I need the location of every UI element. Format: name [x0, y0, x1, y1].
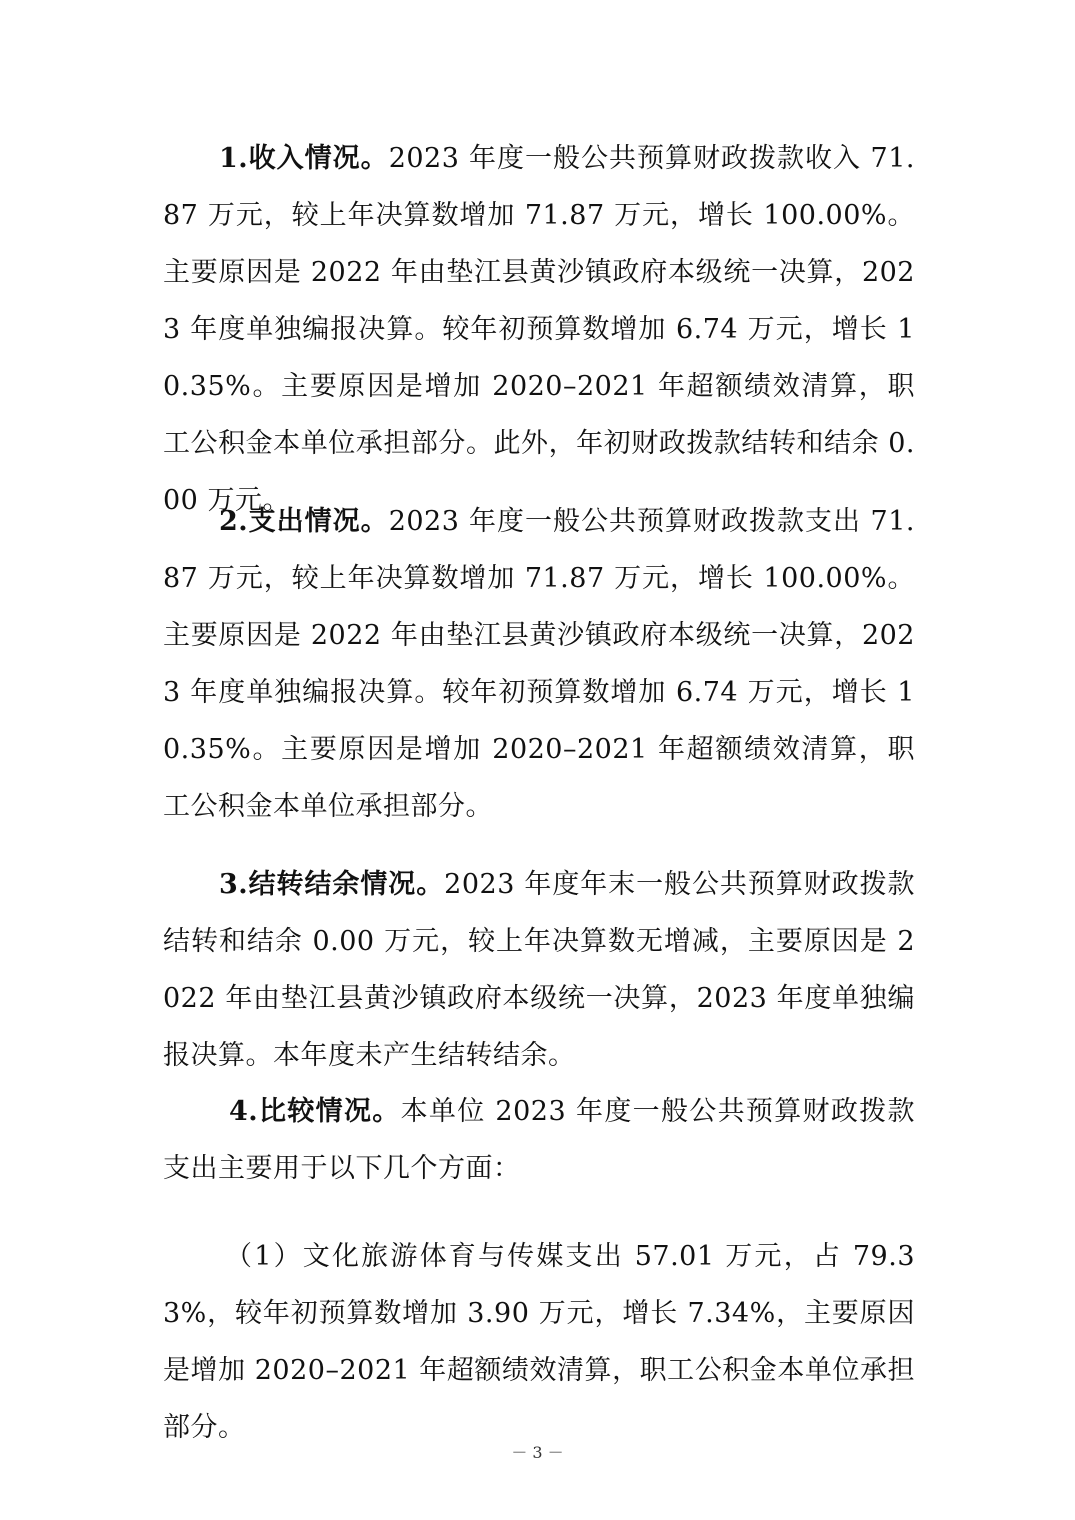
paragraph-comparison-text: 本单位 2023 年度一般公共预算财政拨款支出主要用于以下几个方面： — [163, 1096, 915, 1184]
paragraph-income-text: 2023 年度一般公共预算财政拨款收入 71.87 万元，较上年决算数增加 71.87 万元，增长 100.00%。主要原因是 2022 年由垫江县黄沙镇政府本级统一决算，2023 年度单独编报决算。较年初预算数增加 6.74 万元，增长 10.35%。主要原因是增加 2020–2021 年超额绩效清算，职工公积金本单位承担部分。此外，年初财政拨款结转和结余 0.00 万元。 — [163, 143, 915, 516]
paragraph-income — [163, 130, 915, 529]
paragraph-culture-expenditure-text: （1）文化旅游体育与传媒支出 57.01 万元，占 79.33%，较年初预算数增加 3.90 万元，增长 7.34%，主要原因是增加 2020–2021 年超额绩效清算，职工公积金本单位承担部分。 — [163, 1241, 915, 1443]
heading-expenditure: 2.支出情况。 — [219, 506, 389, 537]
paragraph-carryover — [163, 856, 915, 1084]
paragraph-culture-expenditure — [163, 1228, 915, 1456]
paragraph-expenditure-text: 2023 年度一般公共预算财政拨款支出 71.87 万元，较上年决算数增加 71.87 万元，增长 100.00%。主要原因是 2022 年由垫江县黄沙镇政府本级统一决算，2023 年度单独编报决算。较年初预算数增加 6.74 万元，增长 10.35%。主要原因是增加 2020–2021 年超额绩效清算，职工公积金本单位承担部分。 — [163, 506, 915, 822]
page-number: － 3 － — [511, 1443, 564, 1462]
heading-carryover: 3.结转结余情况。 — [219, 869, 445, 900]
paragraph-comparison — [163, 1083, 915, 1197]
paragraph-expenditure — [163, 493, 915, 835]
heading-income: 1.收入情况。 — [219, 143, 389, 174]
heading-comparison: 4.比较情况。 — [229, 1096, 401, 1127]
paragraph-carryover-text: 2023 年度年末一般公共预算财政拨款结转和结余 0.00 万元，较上年决算数无增减，主要原因是 2022 年由垫江县黄沙镇政府本级统一决算，2023 年度单独编报决算。本年度未产生结转结余。 — [163, 869, 916, 1071]
